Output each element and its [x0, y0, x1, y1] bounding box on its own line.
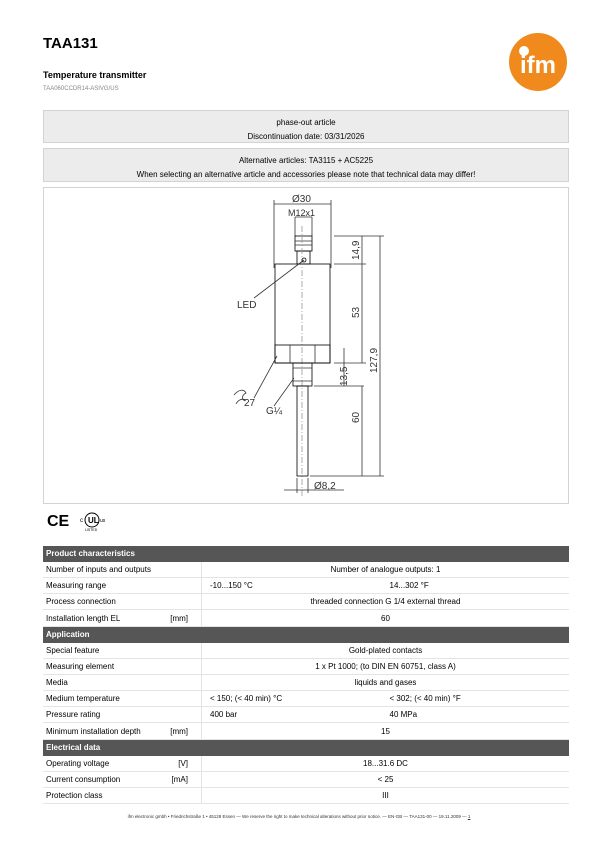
ul-us: us [100, 518, 106, 524]
spec-value-cell [201, 788, 569, 803]
spec-label-cell [43, 610, 191, 626]
alternatives-notice [43, 148, 569, 182]
spec-value-cell [201, 707, 569, 722]
spec-value-cell [201, 756, 569, 771]
spec-unit: [mA] [171, 775, 188, 784]
ul-c: c [80, 518, 83, 524]
spec-label: Operating voltage [46, 759, 110, 768]
spec-value: Gold-plated contacts [348, 646, 423, 655]
spec-row [43, 594, 569, 610]
spec-label-cell [43, 723, 191, 739]
spec-label: Medium temperature [46, 694, 120, 703]
spec-label-cell [43, 756, 191, 771]
spec-row [43, 578, 569, 594]
spec-value: liquids and gases [354, 678, 417, 687]
spec-value: < 302; (< 40 min) °F [389, 694, 461, 703]
spec-label: Media [46, 678, 68, 687]
label-g-thread: G¼ [266, 406, 283, 417]
dim-dia-probe: Ø8,2 [314, 481, 336, 492]
spec-label-cell [43, 772, 191, 787]
spec-row [43, 610, 569, 627]
spec-value-cell [201, 691, 569, 706]
footer [0, 814, 598, 819]
spec-unit: [mm] [170, 613, 188, 623]
spec-unit: [V] [178, 759, 188, 768]
specification-table [43, 546, 569, 804]
spec-row [43, 691, 569, 707]
spec-value-cell [201, 643, 569, 658]
spec-value-cell [201, 772, 569, 787]
section-header: Product characteristics [43, 546, 569, 562]
spec-label: Process connection [46, 597, 116, 606]
dim-53: 53 [351, 306, 362, 318]
spec-label: Minimum installation depth [46, 726, 141, 736]
spec-label-cell [43, 594, 191, 609]
spec-label: Protection class [46, 791, 103, 800]
alternatives-line1: Alternative articles: TA3115 + AC5225 [238, 156, 374, 165]
spec-value-cell [201, 675, 569, 690]
section-header: Electrical data [43, 740, 569, 756]
ifm-logo [508, 33, 568, 91]
spec-value: < 150; (< 40 min) °C [210, 694, 283, 703]
spec-value-cell [201, 578, 569, 593]
spec-unit: [mm] [170, 726, 188, 736]
svg-text:UL: UL [88, 516, 99, 525]
spec-value: -10...150 °C [210, 581, 253, 590]
spec-row [43, 659, 569, 675]
spec-value: 1 x Pt 1000; (to DIN EN 60751, class A) [315, 662, 456, 671]
spec-label: Special feature [46, 646, 100, 655]
spec-label: Measuring range [46, 581, 107, 590]
spec-value: 14...302 °F [389, 581, 429, 590]
dim-thread: M12x1 [288, 208, 316, 218]
phaseout-line2: Discontinuation date: 03/31/2026 [247, 132, 365, 141]
spec-label: Number of inputs and outputs [46, 565, 151, 574]
dim-60: 60 [351, 411, 362, 423]
spec-value: III [382, 791, 389, 800]
spec-value: 60 [381, 613, 390, 623]
spec-value-cell [201, 723, 569, 739]
certification-marks [47, 510, 117, 532]
article-code: TAA060CCDR14-ASIVG/US [43, 86, 119, 92]
spec-value: threaded connection G 1/4 external thread [310, 597, 461, 606]
section-header: Application [43, 627, 569, 643]
spec-row [43, 723, 569, 740]
spec-row [43, 756, 569, 772]
spec-value-cell [201, 659, 569, 674]
spec-row [43, 643, 569, 659]
spec-value-cell [201, 562, 569, 577]
logo-text: ifm [520, 52, 556, 79]
spec-label: Measuring element [46, 662, 115, 671]
spec-label-cell [43, 788, 191, 803]
spec-row [43, 675, 569, 691]
spec-value: 40 MPa [389, 710, 418, 719]
spec-label-cell [43, 562, 191, 577]
dim-14-9: 14,9 [351, 240, 362, 260]
spec-value: 18...31.6 DC [363, 759, 408, 768]
spec-label: Pressure rating [46, 710, 101, 719]
spec-value-cell [201, 610, 569, 626]
spec-label-cell [43, 659, 191, 674]
footer-text: ifm electronic gmbh • Friedrichstraße 1 • 45128 Essen — We reserve the right to make technical alterations without prior notice. — EN-GB — TAA131-00 — 19.11.2009 — [127, 814, 467, 819]
dimension-drawing [43, 187, 569, 504]
spec-label-cell [43, 675, 191, 690]
spec-value: < 25 [377, 775, 394, 784]
spec-value: 15 [381, 726, 390, 736]
spec-row [43, 772, 569, 788]
spec-label-cell [43, 578, 191, 593]
spec-label: Current consumption [46, 775, 121, 784]
product-subtitle: Temperature transmitter [43, 70, 147, 80]
ul-listed: LISTED [85, 528, 98, 532]
dim-13-5: 13,5 [339, 366, 350, 386]
ce-mark: CE [47, 513, 70, 530]
spec-row [43, 788, 569, 804]
phaseout-line1: phase-out article [276, 118, 336, 127]
spec-value: Number of analogue outputs: 1 [330, 565, 441, 574]
spec-value: 400 bar [210, 710, 238, 719]
spec-value-cell [201, 594, 569, 609]
alternatives-line2: When selecting an alternative article and accessories please note that technical data may differ! [136, 170, 476, 179]
spec-row [43, 562, 569, 578]
spec-label-cell [43, 707, 191, 722]
phaseout-notice [43, 110, 569, 143]
footer-page[interactable]: 1 [467, 814, 471, 819]
label-led: LED [237, 300, 257, 311]
dim-dia-top: Ø30 [292, 194, 311, 205]
spec-label-cell [43, 643, 191, 658]
spec-label-cell [43, 691, 191, 706]
product-title: TAA131 [43, 35, 98, 52]
spec-label: Installation length EL [46, 613, 121, 623]
label-wrench: 27 [244, 398, 256, 409]
spec-row [43, 707, 569, 723]
dim-127-9: 127,9 [369, 347, 380, 373]
